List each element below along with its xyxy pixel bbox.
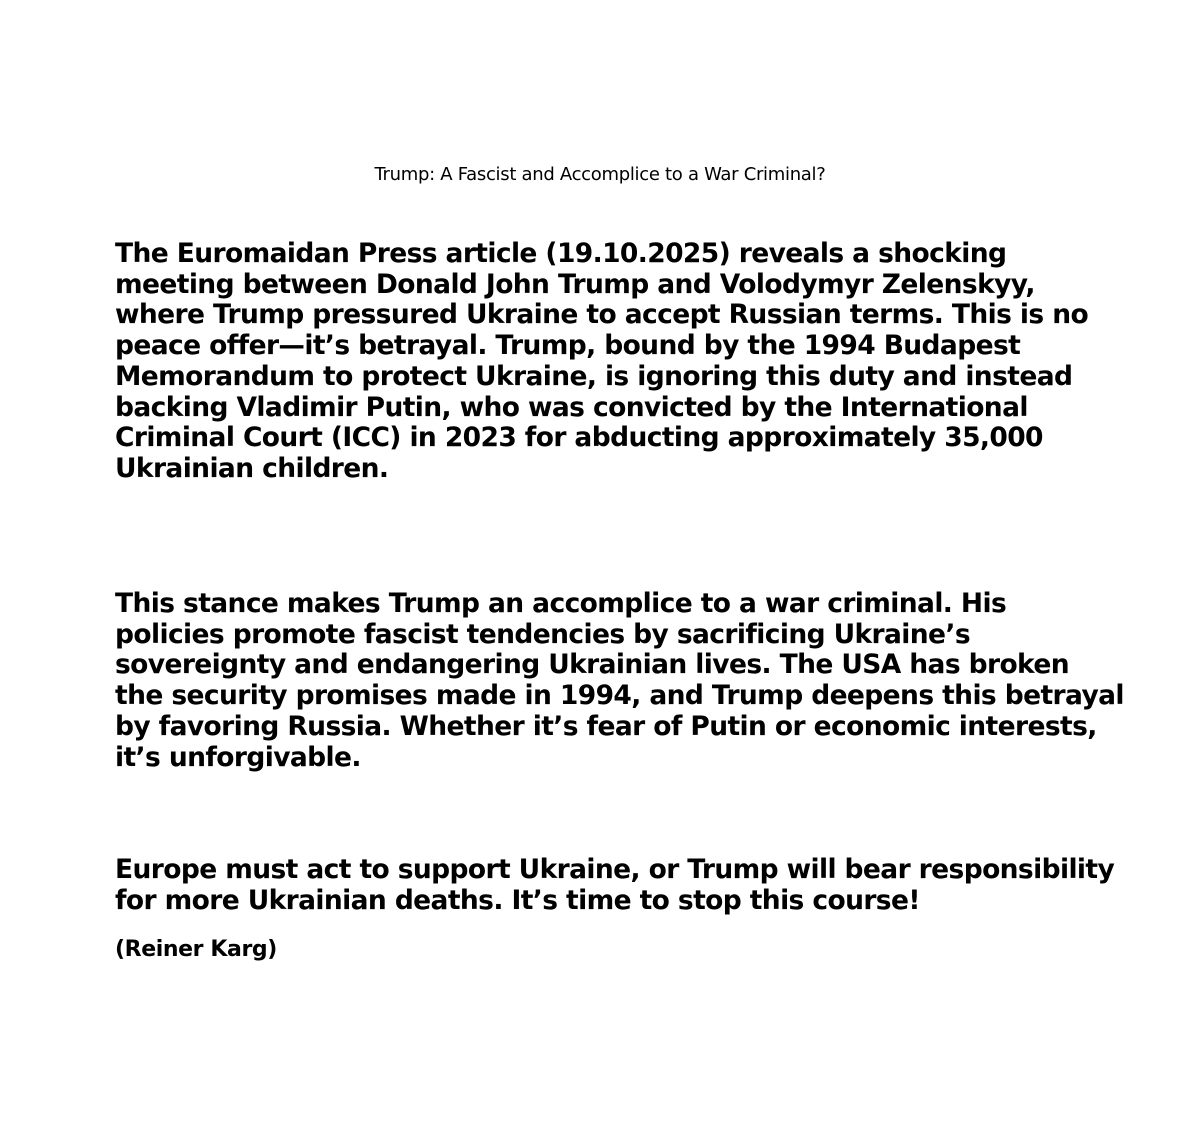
paragraph-1	[115, 239, 1115, 485]
paragraph-line: The Euromaidan Press article (19.10.2025) reveals a shocking	[115, 238, 1007, 269]
paragraph-line: the security promises made in 1994, and Trump deepens this betrayal	[115, 680, 1124, 712]
paragraph-line: policies promote fascist tendencies by sacrificing Ukraine’s	[115, 618, 971, 650]
paragraph-line: backing Vladimir Putin, who was convicted by the International	[115, 391, 1028, 423]
document-title: Trump: A Fascist and Accomplice to a War Criminal?	[374, 164, 826, 185]
paragraph-line: This stance makes Trump an accomplice to a war criminal. His	[115, 588, 1007, 619]
paragraph-2	[115, 588, 1124, 773]
paragraph-line: it’s unforgivable.	[115, 741, 361, 773]
paragraph-line: meeting between Donald John Trump and Volodymyr Zelenskyy,	[115, 268, 1035, 300]
paragraph-line: peace offer—it’s betrayal. Trump, bound by the 1994 Budapest	[115, 330, 1021, 362]
paragraph-line: by favoring Russia. Whether it’s fear of Putin or economic interests,	[115, 710, 1097, 742]
paragraph-line: Europe must act to support Ukraine, or Trump will bear responsibility	[115, 854, 1115, 885]
paragraph-line: Criminal Court (ICC) in 2023 for abducting approximately 35,000	[115, 422, 1043, 454]
paragraph-line: where Trump pressured Ukraine to accept Russian terms. This is no	[115, 299, 1089, 331]
paragraph-line: for more Ukrainian deaths. It’s time to stop this course!	[115, 884, 920, 916]
paragraph-line: Ukrainian children.	[115, 452, 389, 484]
author-signature: (Reiner Karg)	[115, 937, 277, 962]
paragraph-3	[115, 855, 1115, 916]
paragraph-line: Memorandum to protect Ukraine, is ignoring this duty and instead	[115, 360, 1073, 392]
paragraph-line: sovereignty and endangering Ukrainian lives. The USA has broken	[115, 649, 1070, 681]
